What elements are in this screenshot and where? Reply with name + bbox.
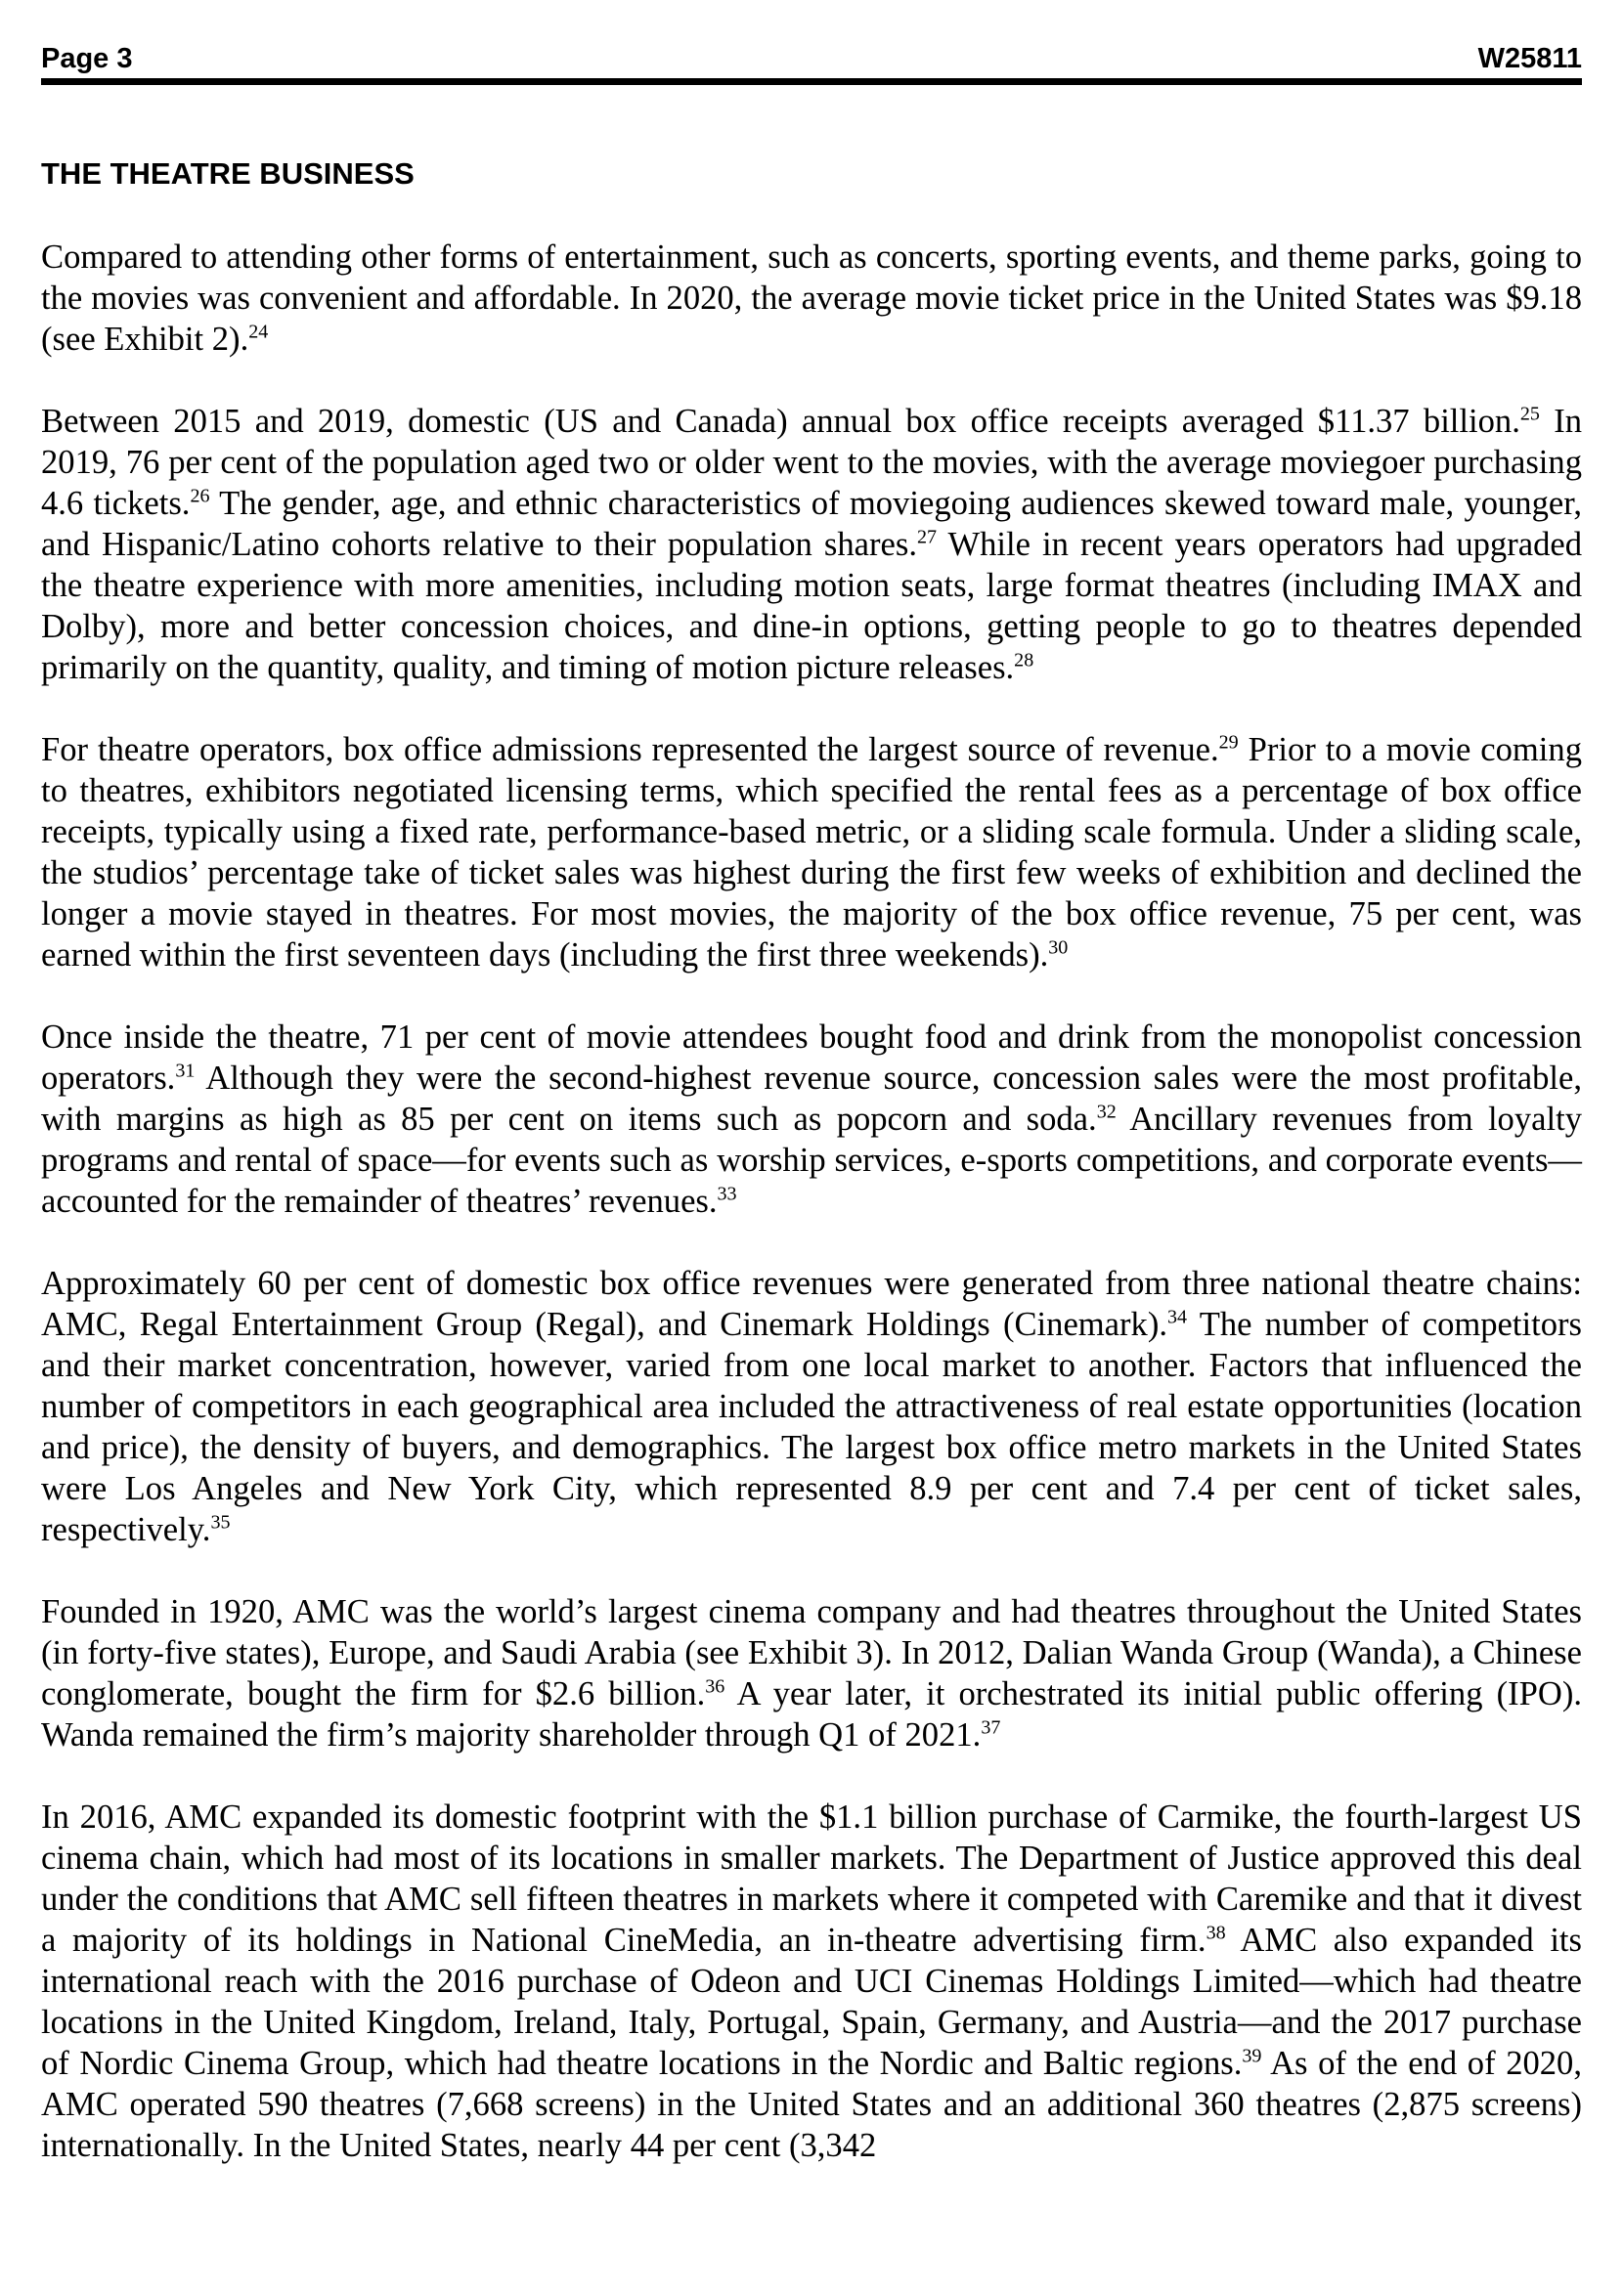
paragraph — [41, 729, 1582, 975]
header-rule — [41, 78, 1582, 85]
case-code: W25811 — [1477, 43, 1582, 74]
paragraph-text: A year later, it orchestrated its initial public offering (IPO). Wanda remained the firm’s majority shareholder through Q1 of 2021. — [41, 1675, 1583, 1754]
paragraph-text: Although they were the second-highest revenue source, concession sales were the most profitable, with margins as high as 85 per cent on items such as popcorn and soda. — [41, 1060, 1582, 1138]
footnote-ref: 37 — [981, 1716, 1001, 1739]
paragraph — [41, 1263, 1582, 1550]
footnote-ref: 33 — [717, 1183, 737, 1205]
footnote-ref: 30 — [1048, 936, 1069, 959]
paragraph — [41, 401, 1582, 688]
footnote-ref: 36 — [705, 1675, 725, 1698]
paragraph-text: AMC also expanded its international reach with the 2016 purchase of Odeon and UCI Cinemas Holdings Limited—which had theatre locations in the United Kingdom, Ireland, Italy, Portugal, Spain, Germany, and Austria—and the 2017 purchase of Nordic Cinema Group, which had theatre locations in the Nordic and Baltic regions. — [41, 1922, 1582, 2082]
footnote-ref: 31 — [175, 1060, 196, 1082]
footnote-ref: 35 — [210, 1511, 231, 1534]
paragraph-text: The number of competitors and their market concentration, however, varied from one local market to another. Factors that influenced the number of competitors in each geographical area included the attractiveness of real estate opportunities (location and price), the density of buyers, and demographics. The largest box office metro markets in the United States were Los Angeles and New York City, which represented 8.9 per cent and 7.4 per cent of ticket sales, respectively. — [41, 1306, 1582, 1548]
footnote-ref: 28 — [1014, 649, 1034, 671]
paragraph-text: In 2019, 76 per cent of the population aged two or older went to the movies, with the average moviegoer purchasing 4.6 tickets. — [41, 403, 1582, 522]
paragraph-text: While in recent years operators had upgraded the theatre experience with more amenities, including motion seats, large format theatres (including IMAX and Dolby), more and better concession choices, and dine-in options, getting people to go to theatres depended primarily on the quantity, quality, and timing of motion picture releases. — [41, 526, 1582, 686]
paragraph-text: Once inside the theatre, 71 per cent of movie attendees bought food and drink from the monopolist concession operators. — [41, 1018, 1582, 1097]
paragraph-text: Between 2015 and 2019, domestic (US and Canada) annual box office receipts averaged $11.37 billion. — [41, 403, 1520, 440]
footnote-ref: 34 — [1167, 1306, 1188, 1328]
paragraph-text: For theatre operators, box office admissions represented the largest source of revenue. — [41, 731, 1219, 768]
paragraph-text: Prior to a movie coming to theatres, exhibitors negotiated licensing terms, which specified the rental fees as a percentage of box office receipts, typically using a fixed rate, performance-based metric, or a sliding scale formula. Under a sliding scale, the studios’ percentage take of ticket sales was highest during the first few weeks of exhibition and declined the longer a movie stayed in theatres. For most movies, the majority of the box office revenue, 75 per cent, was earned within the first seventeen days (including the first three weekends). — [41, 731, 1582, 974]
paragraph-text: The gender, age, and ethnic characteristics of moviegoing audiences skewed toward male, younger, and Hispanic/Latino cohorts relative to their population shares. — [41, 485, 1583, 563]
page-number: Page 3 — [41, 43, 133, 74]
paragraph-text: In 2016, AMC expanded its domestic footprint with the $1.1 billion purchase of Carmike, the fourth-largest US cinema chain, which had most of its locations in smaller markets. The Department of Justice approved this deal under the conditions that AMC sell fifteen theatres in markets where it competed with Caremike and that it divest a majority of its holdings in National CineMedia, an in-theatre advertising firm. — [41, 1798, 1582, 1959]
footnote-ref: 26 — [190, 485, 210, 507]
page-header — [41, 39, 1582, 80]
footnote-ref: 25 — [1519, 403, 1540, 425]
footnote-ref: 38 — [1206, 1922, 1226, 1944]
paragraph-text: Founded in 1920, AMC was the world’s largest cinema company and had theatres throughout the United States (in forty-five states), Europe, and Saudi Arabia (see Exhibit 3). In 2012, Dalian Wanda Group (Wanda), a Chinese conglomerate, bought the firm for $2.6 billion. — [41, 1593, 1582, 1712]
footnote-ref: 39 — [1242, 2045, 1262, 2067]
footnote-ref: 29 — [1218, 731, 1239, 754]
paragraph — [41, 1591, 1582, 1755]
paragraph — [41, 1017, 1582, 1222]
paragraph — [41, 237, 1582, 360]
body-text — [41, 237, 1582, 2207]
paragraph-text: Approximately 60 per cent of domestic box office revenues were generated from three national theatre chains: AMC, Regal Entertainment Group (Regal), and Cinemark Holdings (Cinemark). — [41, 1265, 1582, 1343]
footnote-ref: 32 — [1096, 1101, 1117, 1123]
footnote-ref: 27 — [916, 526, 938, 548]
paragraph-text: Ancillary revenues from loyalty programs and rental of space—for events such as worship services, e-sports competitions, and corporate events—accounted for the remainder of theatres’ revenues. — [41, 1101, 1582, 1220]
section-heading: THE THEATRE BUSINESS — [41, 156, 415, 191]
footnote-ref: 24 — [248, 321, 269, 343]
paragraph-text: Compared to attending other forms of entertainment, such as concerts, sporting events, and theme parks, going to the movies was convenient and affordable. In 2020, the average movie ticket price in the United States was $9.18 (see Exhibit 2). — [41, 238, 1582, 358]
paragraph-text: As of the end of 2020, AMC operated 590 theatres (7,668 screens) in the United States and an additional 360 theatres (2,875 screens) internationally. In the United States, nearly 44 per cent (3,342 — [41, 2045, 1582, 2164]
paragraph — [41, 1797, 1582, 2166]
